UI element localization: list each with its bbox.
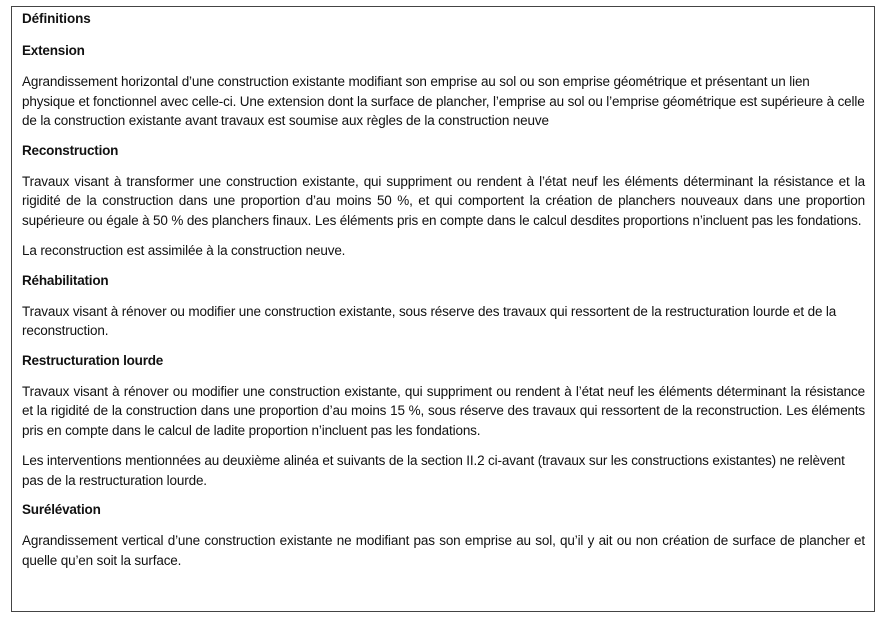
term-rehabilitation: Réhabilitation (22, 272, 109, 288)
document-title: Définitions (22, 11, 91, 26)
definition-surelevation: Agrandissement vertical d’une construction existante ne modifiant pas son emprise au sol, qu’il y ait ou non création de surface de plancher et quelle qu’en soit la surface. (22, 533, 865, 568)
definition-restructuration-lourde: Travaux visant à rénover ou modifier une construction existante, qui suppriment ou rendent à l’état neuf les éléments déterminant la résistance et la rigidité de la construction dans une proportion d’au moins 15 %, sous réserve des travaux qui ressortent de la reconstruction. Les éléments pris en compte dans le calcul de ladite proportion n’incluent pas les fondations. (22, 383, 865, 438)
term-reconstruction: Reconstruction (22, 142, 119, 158)
term-extension: Extension (22, 43, 85, 58)
definition-reconstruction: Travaux visant à transformer une construction existante, qui suppriment ou rendent à l’état neuf les éléments déterminant la résistance et la rigidité de la construction dans une proportion d’au moins 50 %, et qui comportent la création de planchers nouveaux dans une proportion supérieure ou égale à 50 % des planchers finaux. Les éléments pris en compte dans le calcul desdites proportions n’incluent pas les fondations. (22, 173, 865, 228)
definition-restructuration-lourde-note: Les interventions mentionnées au deuxième alinéa et suivants de la section II.2 ci-avant (travaux sur les constructions existantes) ne relèvent pas de la restructuration lourde. (22, 453, 845, 488)
definition-rehabilitation: Travaux visant à rénover ou modifier une construction existante, sous réserve des travaux qui ressortent de la restructuration lourde et de la reconstruction. (22, 303, 837, 338)
definition-extension: Agrandissement horizontal d’une construction existante modifiant son emprise au sol ou son emprise géométrique et présentant un lien physique et fonctionnel avec celle-ci. Une extension dont la surface de plancher, l’emprise au sol ou l’emprise géométrique est supérieure à celle de la construction existante avant travaux est soumise aux règles de la construction neuve (22, 74, 865, 128)
definitions-box (11, 6, 875, 612)
term-surelevation: Surélévation (22, 502, 101, 517)
definition-reconstruction-note: La reconstruction est assimilée à la construction neuve. (22, 243, 346, 258)
term-restructuration-lourde: Restructuration lourde (22, 352, 164, 368)
